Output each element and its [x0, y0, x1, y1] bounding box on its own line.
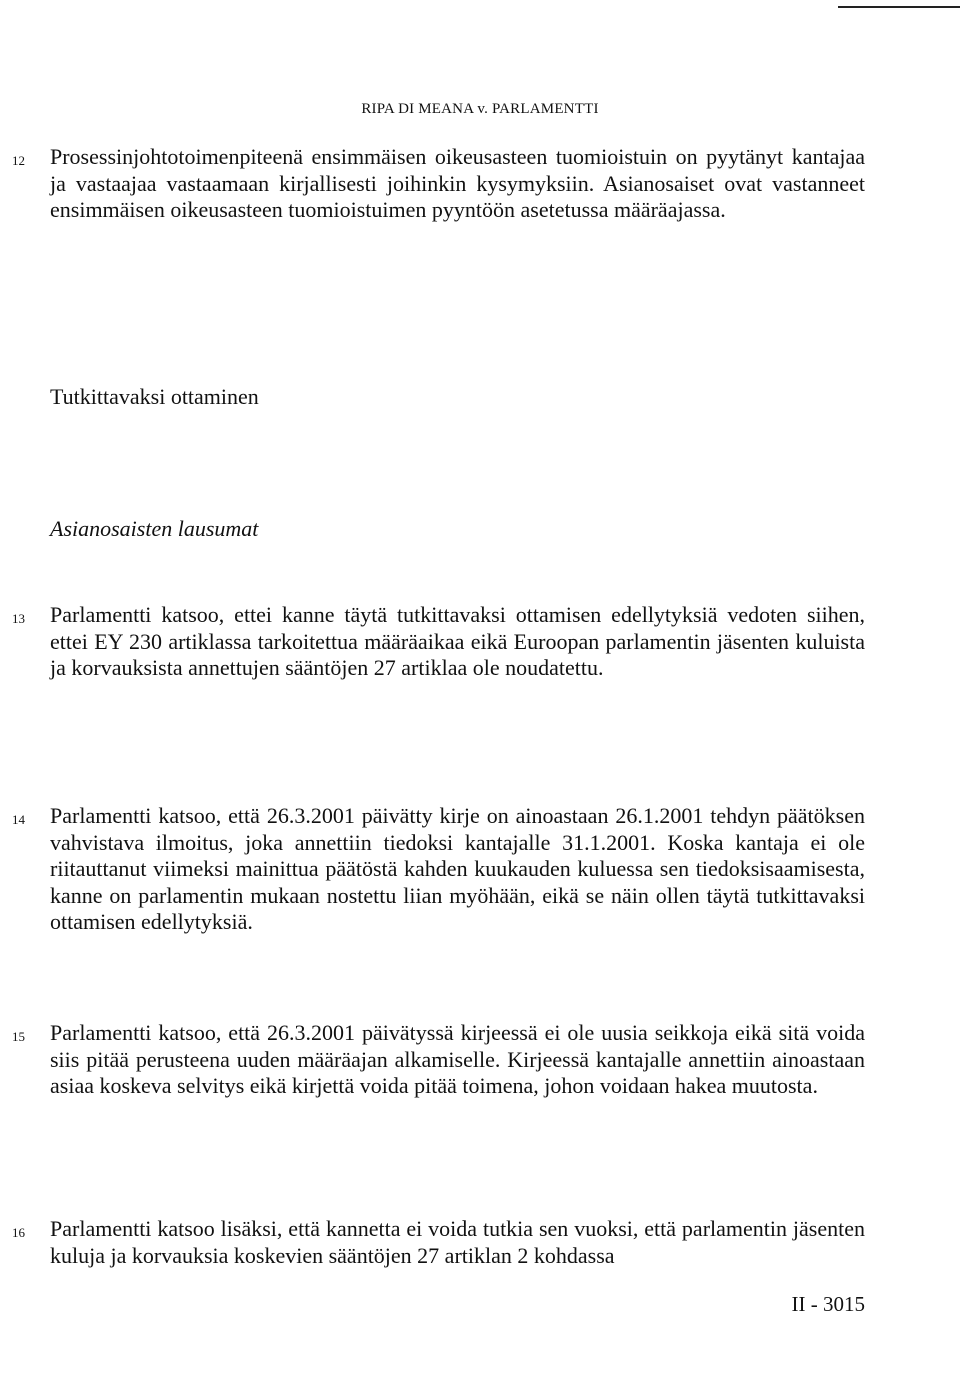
paragraph-text: Parlamentti katsoo lisäksi, että kannetta ei voida tutkia sen vuoksi, että parlamentin jäsenten kuluja ja korvauksia koskevien sääntöjen 27 artiklan 2 kohdassa — [50, 1216, 865, 1268]
paragraph-16 — [12, 1216, 865, 1269]
section-subheading: Asianosaisten lausumat — [50, 516, 259, 541]
top-edge-rule — [838, 6, 960, 8]
paragraph-13 — [12, 602, 865, 682]
paragraph-number: 15 — [12, 1029, 25, 1044]
paragraph-text: Parlamentti katsoo, että 26.3.2001 päivätyssä kirjeessä ei ole uusia seikkoja eikä sitä voida siis pitää perusteena uuden määräajan alkamiselle. Kirjeessä kantajalle annettiin ainoastaan asiaa koskeva selvitys eikä kirjettä voida pitää toimena, johon voidaan hakea muutosta. — [50, 1020, 865, 1098]
paragraph-number: 16 — [12, 1225, 25, 1240]
section-heading: Tutkittavaksi ottaminen — [50, 384, 259, 409]
paragraph-number: 13 — [12, 611, 25, 626]
paragraph-number: 14 — [12, 812, 25, 827]
page-number: II - 3015 — [791, 1292, 865, 1316]
paragraph-text: Prosessinjohtotoimenpiteenä ensimmäisen oikeusasteen tuomioistuin on pyytänyt kantajaa ja vastaajaa vastaamaan kirjallisesti joihinkin kysymyksiin. Asianosaiset ovat vastanneet ensimmäisen oikeusasteen tuomioistuimen pyyntöön asetetussa määräajassa. — [50, 144, 865, 222]
paragraph-14 — [12, 803, 865, 936]
paragraph-12 — [12, 144, 865, 224]
paragraph-text: Parlamentti katsoo, ettei kanne täytä tutkittavaksi ottamisen edellytyksiä vedoten siihen, ettei EY 230 artiklassa tarkoitettua määräaikaa eikä Euroopan parlamentin jäsenten kuluista ja korvauksista annettujen sääntöjen 27 artiklaa ole noudatettu. — [50, 602, 865, 680]
running-header: RIPA DI MEANA v. PARLAMENTTI — [361, 101, 599, 117]
paragraph-15 — [12, 1020, 865, 1100]
paragraph-number: 12 — [12, 153, 25, 168]
paragraph-text: Parlamentti katsoo, että 26.3.2001 päivätty kirje on ainoastaan 26.1.2001 tehdyn päätöksen vahvistava ilmoitus, joka annettiin tiedoksi kantajalle 31.1.2001. Koska kantaja ei ole riitauttanut viimeksi mainittua päätöstä kahden kuukauden kuluessa sen tiedoksisaamisesta, kanne on parlamentin mukaan nostettu liian myöhään, eikä se näin ollen täytä tutkittavaksi ottamisen edellytyksiä. — [50, 803, 865, 934]
